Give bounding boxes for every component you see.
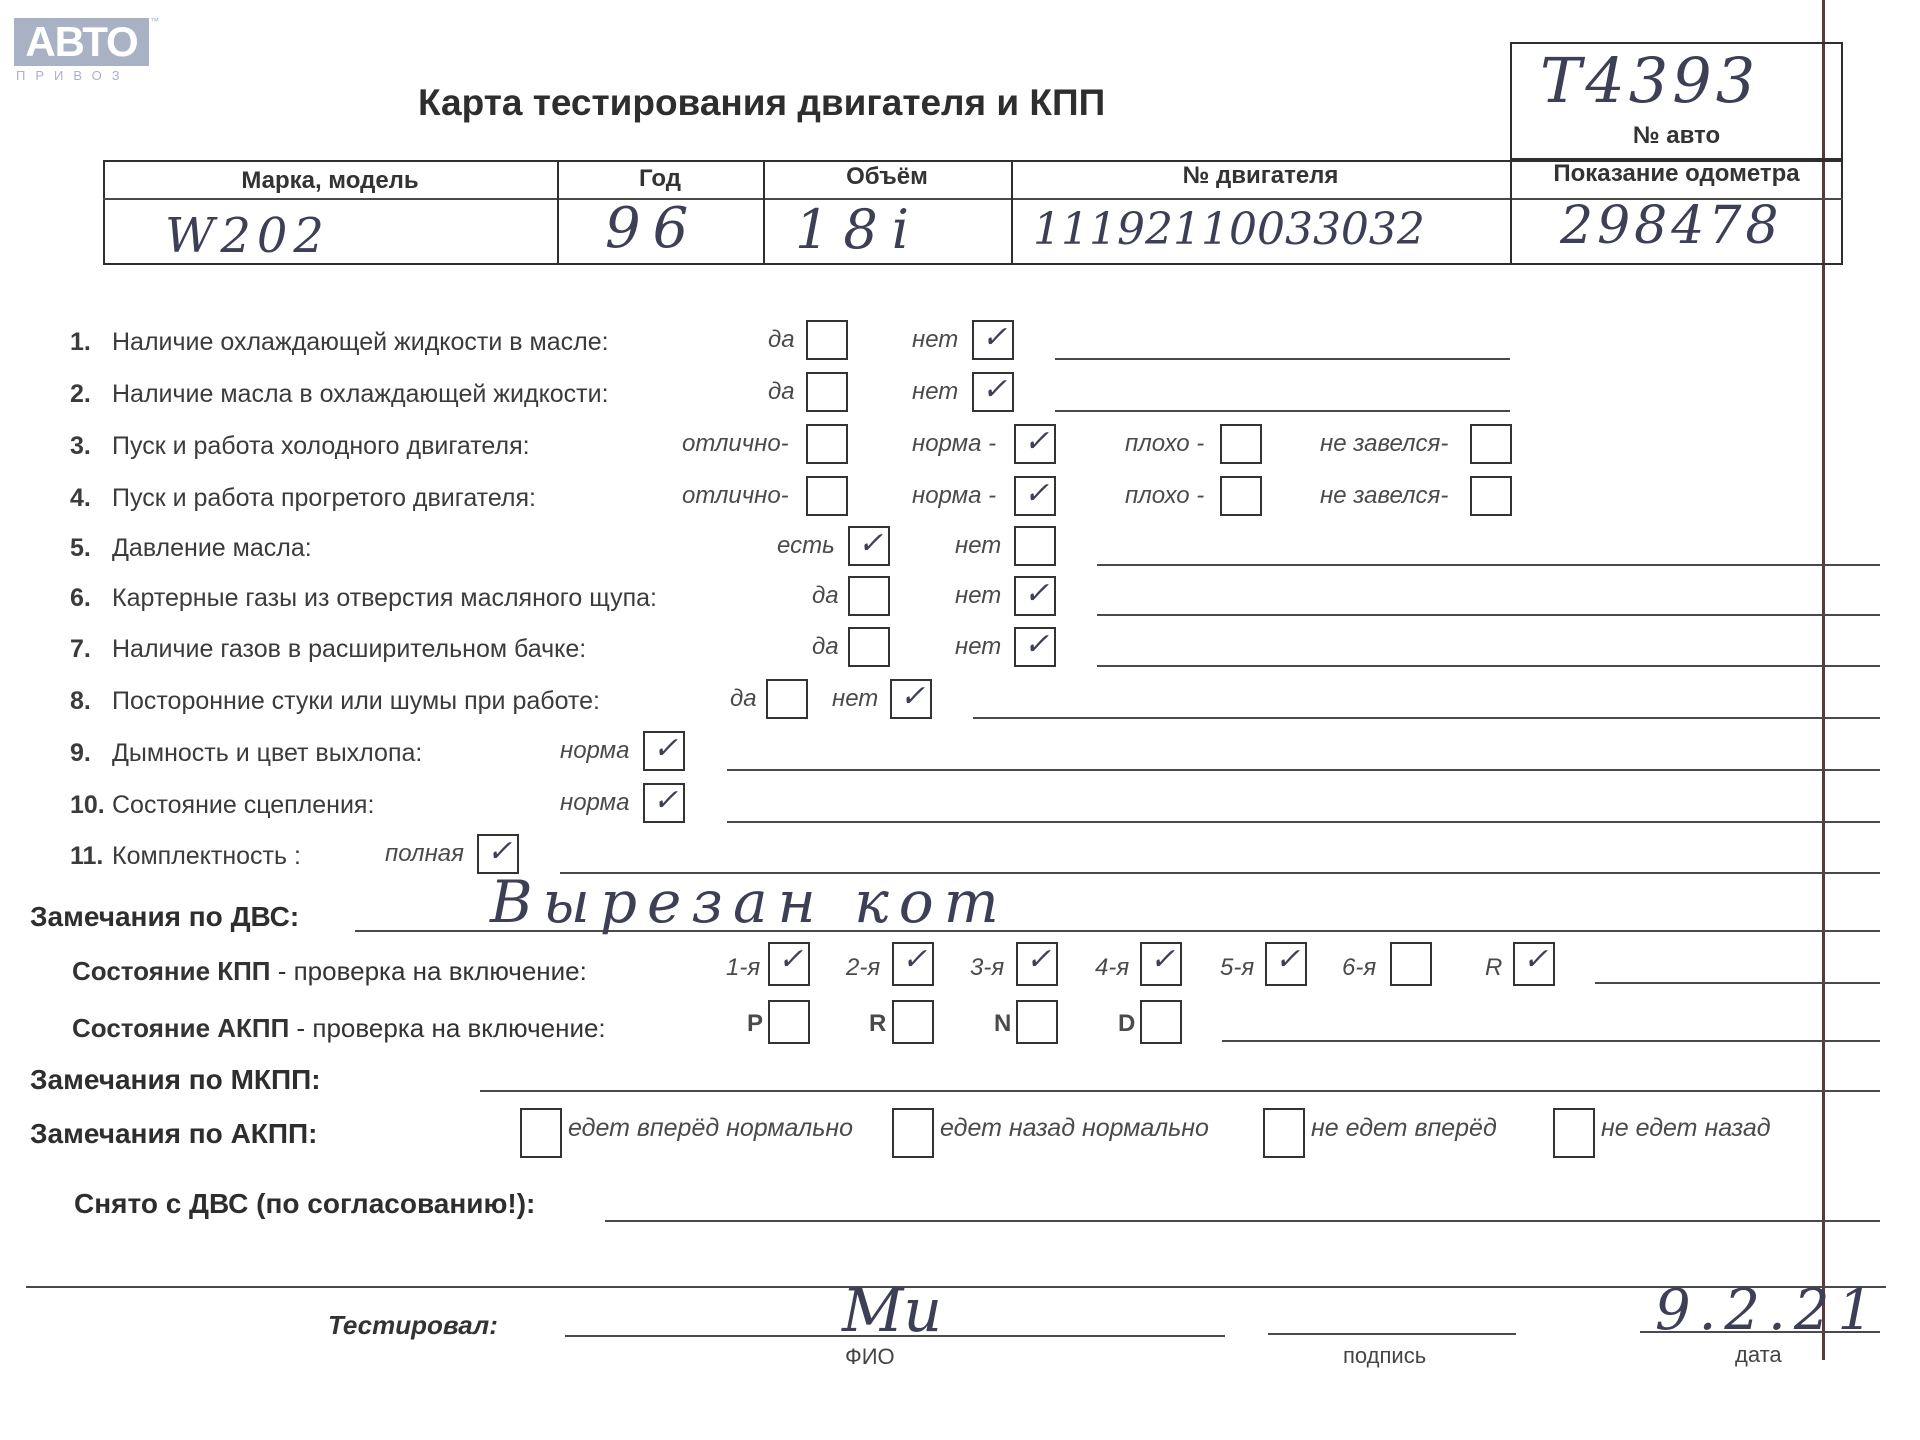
check-mark: ✓ <box>1275 942 1301 977</box>
answer-line <box>1097 614 1880 616</box>
answer-line <box>727 769 1880 771</box>
option-label: полная <box>385 840 464 867</box>
akpp-remark-label: едет вперёд нормально <box>568 1114 854 1142</box>
gear-label: 2-я <box>846 954 881 981</box>
option-checkbox[interactable] <box>806 476 848 516</box>
value-model: W202 <box>165 208 330 264</box>
dvs-remarks-label: Замечания по ДВС: <box>30 901 300 932</box>
kpp-label: Состояние КПП - проверка на включение: <box>72 956 587 986</box>
check-mark: ✓ <box>1024 627 1050 662</box>
question-label: Наличие охлаждающей жидкости в масле: <box>112 328 609 356</box>
mkpp-remarks-line <box>480 1090 1880 1092</box>
question-text <box>70 791 374 820</box>
option-checkbox[interactable] <box>1220 424 1262 464</box>
question-text <box>70 584 657 613</box>
gear-label: 6-я <box>1342 954 1377 981</box>
caption-fio: ФИО <box>845 1344 895 1369</box>
col-header-year: Год <box>639 165 681 192</box>
mode-label: N <box>994 1010 1012 1037</box>
akpp-remark-checkbox[interactable] <box>892 1108 934 1158</box>
option-label: да <box>768 378 795 405</box>
gear-checkbox[interactable] <box>1390 942 1432 986</box>
question-text <box>70 534 312 563</box>
check-mark: ✓ <box>902 942 928 977</box>
mode-label: D <box>1118 1010 1136 1037</box>
question-label: Наличие газов в расширительном бачке: <box>112 635 587 663</box>
check-mark: ✓ <box>1523 942 1549 977</box>
option-checkbox[interactable] <box>1014 424 1056 464</box>
option-label: плохо - <box>1125 430 1205 457</box>
check-mark: ✓ <box>982 372 1008 407</box>
question-text <box>70 842 301 871</box>
question-number: 5. <box>70 534 91 562</box>
auto-number-label: № авто <box>1632 122 1721 149</box>
removed-label: Снято с ДВС (по согласованию!): <box>74 1188 536 1219</box>
option-checkbox[interactable] <box>848 627 890 667</box>
caption-signature: подпись <box>1343 1343 1427 1368</box>
question-label: Наличие масла в охлаждающей жидкости: <box>112 380 609 408</box>
question-label: Пуск и работа холодного двигателя: <box>112 432 530 460</box>
question-label: Картерные газы из отверстия масляного щупа: <box>112 584 657 612</box>
option-checkbox[interactable] <box>1014 476 1056 516</box>
col-header-model: Марка, модель <box>241 167 419 194</box>
option-checkbox[interactable] <box>806 320 848 360</box>
option-label: да <box>812 582 839 609</box>
check-mark: ✓ <box>1024 476 1050 511</box>
gear-label: 3-я <box>970 954 1005 981</box>
option-label: есть <box>777 532 835 559</box>
removed-line <box>605 1220 1880 1222</box>
option-label: отлично- <box>682 482 789 509</box>
option-checkbox[interactable] <box>643 783 685 823</box>
gear-label: 1-я <box>726 954 761 981</box>
gear-checkbox[interactable] <box>892 942 934 986</box>
option-label: нет <box>832 685 879 712</box>
question-number: 8. <box>70 687 91 715</box>
answer-line <box>1055 358 1510 360</box>
check-mark: ✓ <box>982 320 1008 355</box>
col-header-odometer: Показание одометра <box>1553 160 1800 187</box>
col-header-engine-no: № двигателя <box>1182 162 1339 189</box>
question-number: 11. <box>70 842 104 870</box>
question-text <box>70 432 530 461</box>
option-label: норма <box>560 737 630 764</box>
question-text <box>70 484 536 513</box>
option-label: да <box>768 326 795 353</box>
option-checkbox[interactable] <box>806 424 848 464</box>
question-number: 3. <box>70 432 91 460</box>
check-mark: ✓ <box>858 526 884 561</box>
option-label: нет <box>955 633 1002 660</box>
check-mark: ✓ <box>1026 942 1052 977</box>
option-checkbox[interactable] <box>1220 476 1262 516</box>
gear-label: 4-я <box>1095 954 1130 981</box>
question-text <box>70 739 422 768</box>
option-checkbox[interactable] <box>890 679 932 719</box>
question-number: 2. <box>70 380 91 408</box>
option-label: норма - <box>912 482 997 509</box>
brand-logo: АВТО <box>14 18 149 66</box>
option-checkbox[interactable] <box>972 320 1014 360</box>
question-label: Состояние сцепления: <box>112 791 375 819</box>
question-label: Комплектность : <box>112 842 301 870</box>
check-mark: ✓ <box>653 731 679 766</box>
gear-label: R <box>1485 954 1503 981</box>
option-checkbox[interactable] <box>1014 526 1056 566</box>
option-checkbox[interactable] <box>972 372 1014 412</box>
tested-label: Тестировал: <box>328 1310 498 1340</box>
mode-checkbox[interactable] <box>1140 1000 1182 1044</box>
logo-trademark: ™ <box>150 16 159 26</box>
akpp-remark-label: не едет вперёд <box>1311 1114 1497 1142</box>
logo-subtitle: ПРИВОЗ <box>16 68 130 83</box>
signature-line <box>1268 1333 1516 1335</box>
mode-checkbox[interactable] <box>892 1000 934 1044</box>
answer-line <box>1055 410 1510 412</box>
mode-checkbox[interactable] <box>768 1000 810 1044</box>
option-label: плохо - <box>1125 482 1205 509</box>
option-label: отлично- <box>682 430 789 457</box>
akpp-remarks-label: Замечания по АКПП: <box>30 1118 318 1149</box>
question-number: 9. <box>70 739 91 767</box>
option-label: норма - <box>912 430 997 457</box>
question-text <box>70 687 600 716</box>
dvs-remarks-value: Вырезан кот <box>490 868 1009 936</box>
kpp-line <box>1595 982 1880 984</box>
mkpp-remarks-label: Замечания по МКПП: <box>30 1064 321 1095</box>
value-year: 96 <box>605 196 701 261</box>
caption-date: дата <box>1735 1342 1782 1367</box>
option-label: да <box>730 685 757 712</box>
gear-checkbox[interactable] <box>1140 942 1182 986</box>
gear-checkbox[interactable] <box>1265 942 1307 986</box>
answer-line <box>727 821 1880 823</box>
mode-checkbox[interactable] <box>1016 1000 1058 1044</box>
gear-checkbox[interactable] <box>1513 942 1555 986</box>
value-volume: 18i <box>795 198 923 261</box>
mode-label: R <box>869 1010 887 1037</box>
check-mark: ✓ <box>778 942 804 977</box>
akpp-remark-checkbox[interactable] <box>1553 1108 1595 1158</box>
akpp-remark-checkbox[interactable] <box>520 1108 562 1158</box>
answer-line <box>973 717 1880 719</box>
akpp-remark-label: едет назад нормально <box>940 1114 1209 1142</box>
question-text <box>70 635 586 664</box>
footer-separator <box>26 1286 1886 1288</box>
gear-checkbox[interactable] <box>1016 942 1058 986</box>
option-label: норма <box>560 789 630 816</box>
question-number: 10. <box>70 791 105 819</box>
option-checkbox[interactable] <box>1014 627 1056 667</box>
akpp-label: Состояние АКПП - проверка на включение: <box>72 1013 606 1043</box>
question-label: Дымность и цвет выхлопа: <box>112 739 423 767</box>
option-label: да <box>812 633 839 660</box>
question-number: 1. <box>70 328 91 356</box>
test-date: 9.2.21 <box>1655 1278 1882 1343</box>
check-mark: ✓ <box>653 783 679 818</box>
tester-signature: Ми <box>842 1276 943 1346</box>
option-checkbox[interactable] <box>643 731 685 771</box>
check-mark: ✓ <box>900 679 926 714</box>
option-checkbox[interactable] <box>766 679 808 719</box>
question-text <box>70 328 609 357</box>
option-label: нет <box>955 582 1002 609</box>
answer-line <box>1097 564 1880 566</box>
gear-checkbox[interactable] <box>768 942 810 986</box>
question-label: Пуск и работа прогретого двигателя: <box>112 484 536 512</box>
gear-label: 5-я <box>1220 954 1255 981</box>
option-label: нет <box>912 326 959 353</box>
option-label: не завелся- <box>1320 482 1449 509</box>
question-number: 7. <box>70 635 91 663</box>
option-checkbox[interactable] <box>848 526 890 566</box>
check-mark: ✓ <box>1150 942 1176 977</box>
col-header-volume: Объём <box>846 163 928 190</box>
check-mark: ✓ <box>1024 576 1050 611</box>
akpp-line <box>1222 1040 1880 1042</box>
option-checkbox[interactable] <box>1014 576 1056 616</box>
page-title: Карта тестирования двигателя и КПП <box>418 82 1106 123</box>
option-checkbox[interactable] <box>1470 424 1512 464</box>
akpp-remark-label: не едет назад <box>1601 1114 1771 1142</box>
mode-label: P <box>747 1010 764 1037</box>
option-checkbox[interactable] <box>848 576 890 616</box>
akpp-remark-checkbox[interactable] <box>1263 1108 1305 1158</box>
option-checkbox[interactable] <box>1470 476 1512 516</box>
check-mark: ✓ <box>1024 424 1050 459</box>
question-label: Давление масла: <box>112 534 312 562</box>
question-text <box>70 380 609 409</box>
check-mark: ✓ <box>487 834 513 869</box>
option-label: не завелся- <box>1320 430 1449 457</box>
question-label: Посторонние стуки или шумы при работе: <box>112 687 600 715</box>
option-label: нет <box>912 378 959 405</box>
answer-line <box>1097 665 1880 667</box>
value-engine-no: 11192110033032 <box>1033 204 1425 255</box>
option-checkbox[interactable] <box>806 372 848 412</box>
question-number: 4. <box>70 484 91 512</box>
value-odometer: 298478 <box>1560 196 1783 256</box>
option-label: нет <box>955 532 1002 559</box>
auto-number-value: T4393 <box>1540 44 1760 117</box>
question-number: 6. <box>70 584 91 612</box>
